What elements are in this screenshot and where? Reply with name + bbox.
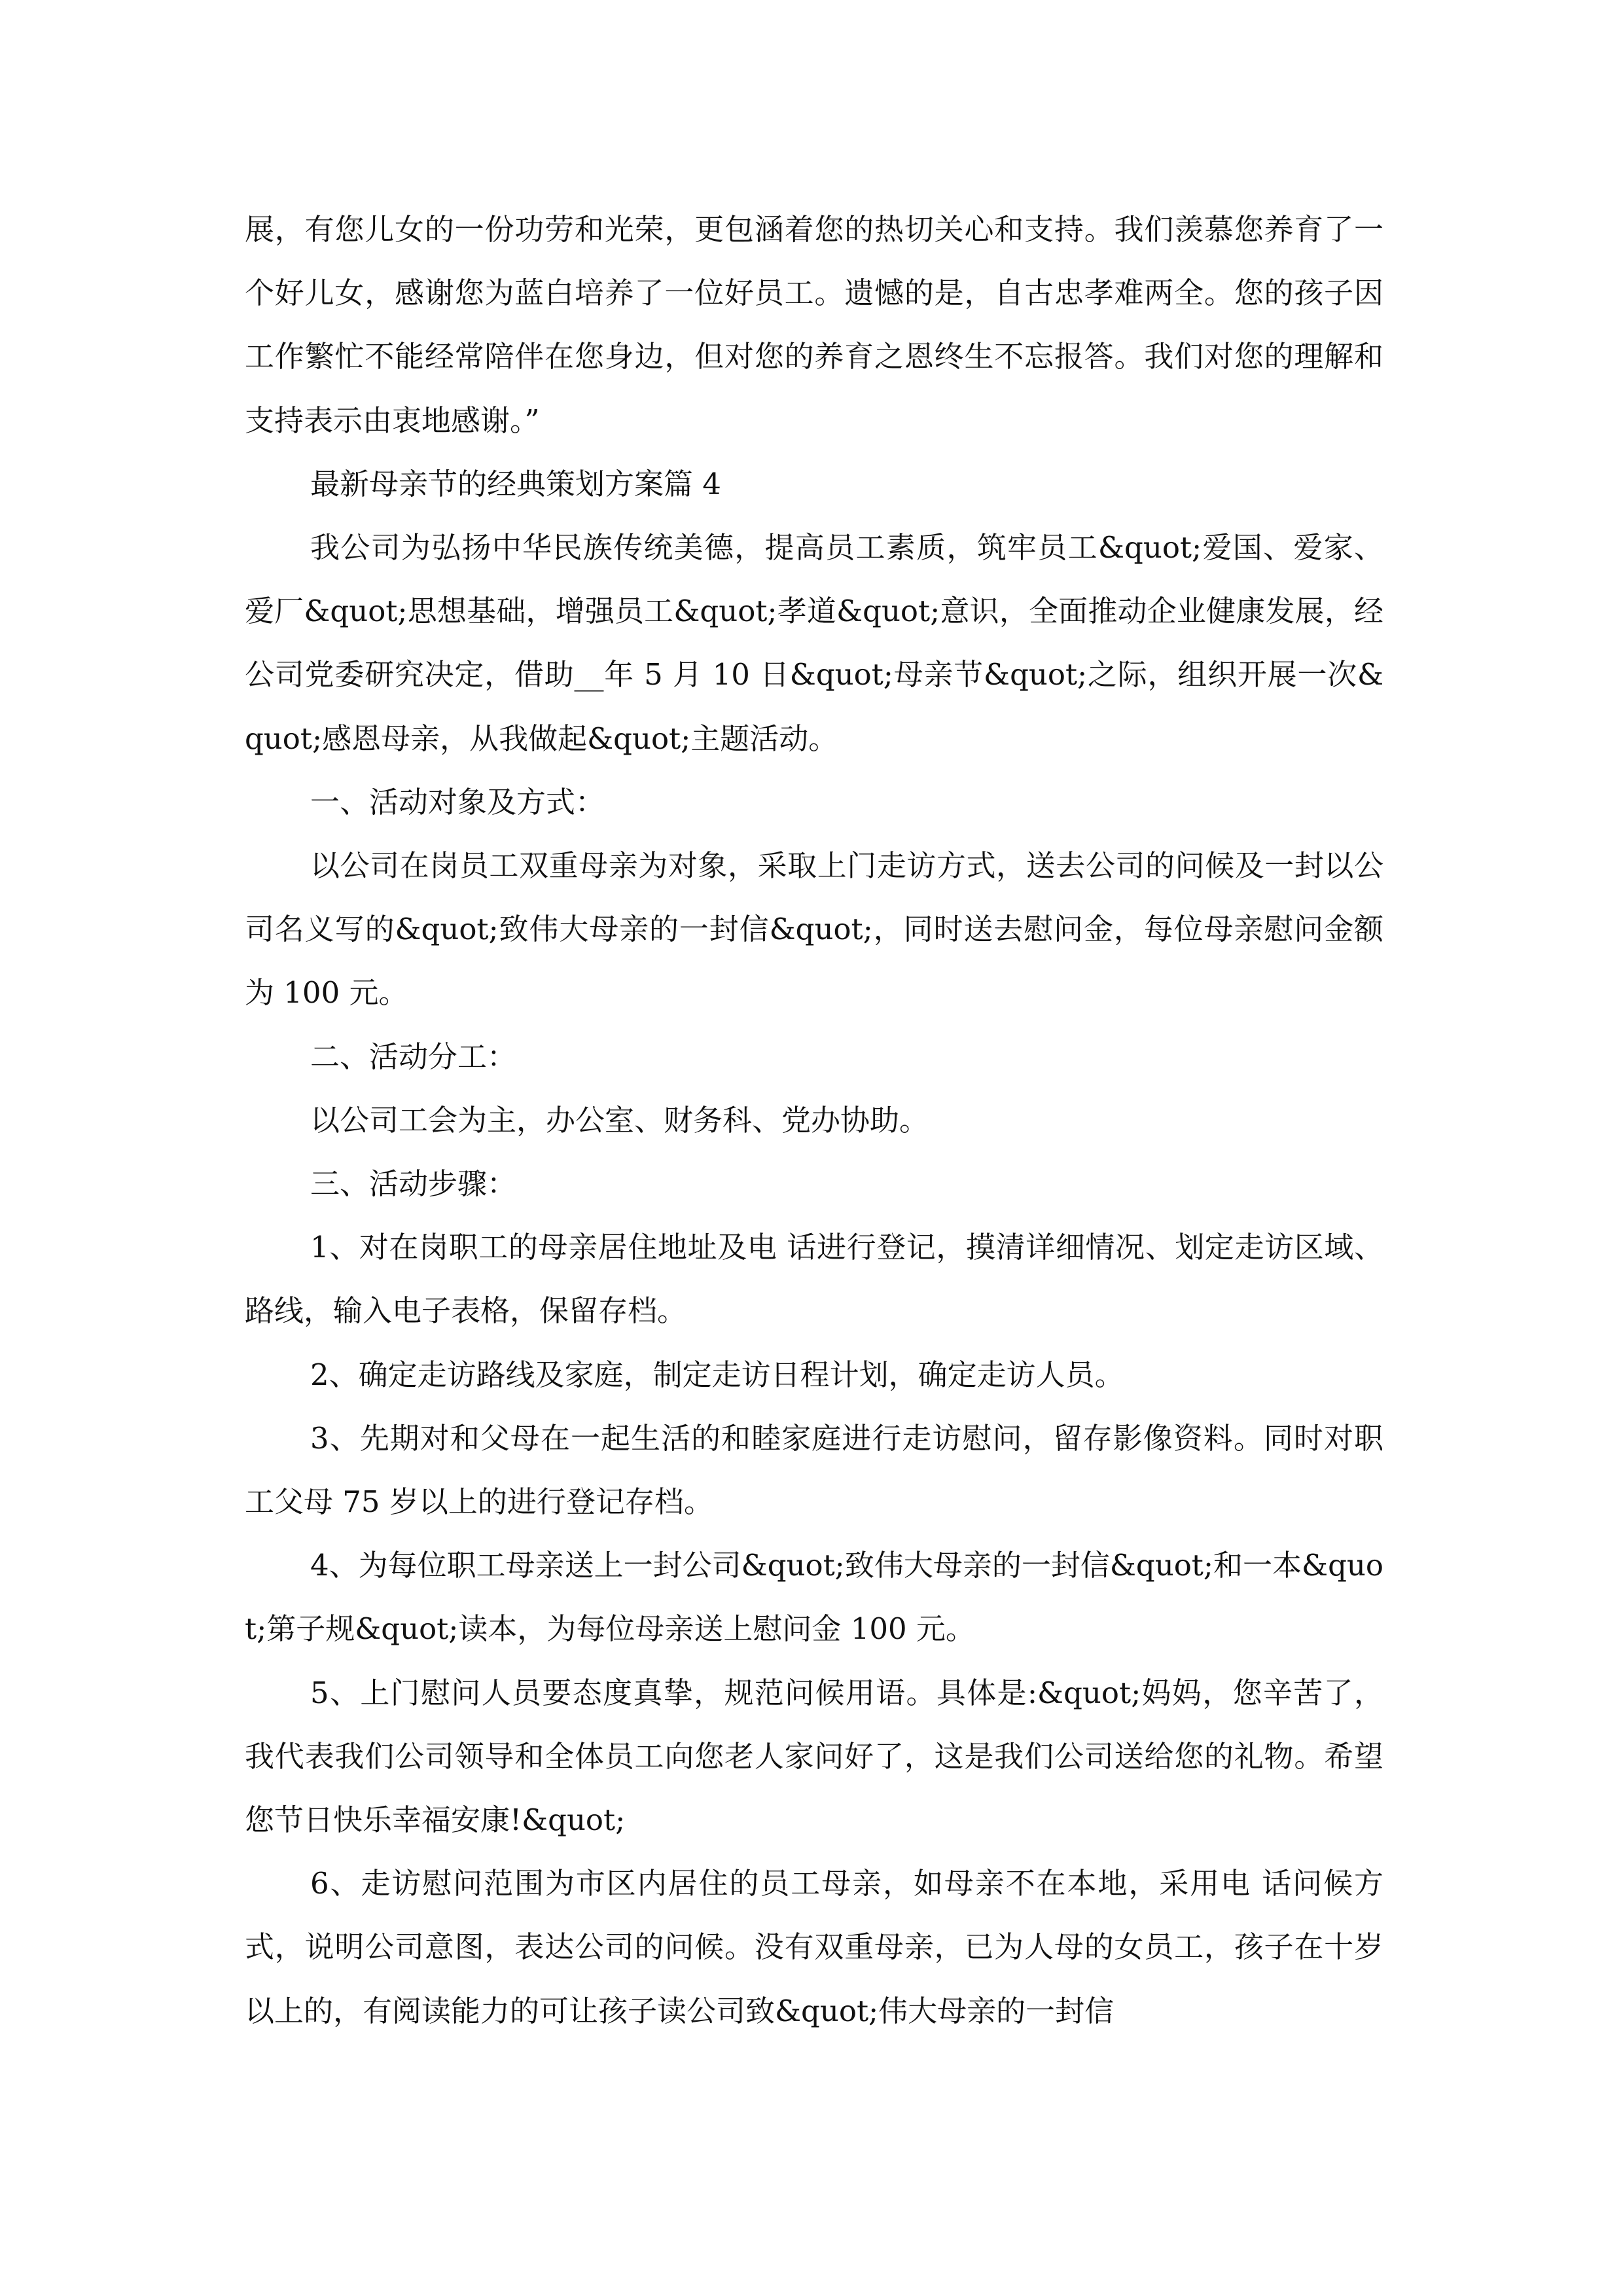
- heading-division-of-work: 二、活动分工：: [310, 1039, 517, 1074]
- step-1: 1、对在岗职工的母亲居住地址及电 话进行登记，摸清详细情况、划定走访区域、路线，输入电子表格，保留存档。: [245, 1230, 1383, 1329]
- document-body: [245, 198, 1383, 2043]
- step-5: 5、上门慰问人员要态度真挚，规范问候用语。具体是:&quot;妈妈，您辛苦了，我代表我们公司领导和全体员工向您老人家问好了，这是我们公司送给您的礼物。希望您节日快乐幸福安康!&quot;: [245, 1675, 1383, 1838]
- step-4: 4、为每位职工母亲送上一封公司&quot;致伟大母亲的一封信&quot;和一本&quot;第子规&quot;读本，为每位母亲送上慰问金 100 元。: [245, 1548, 1383, 1647]
- paragraph-continuation: 展，有您儿女的一份功劳和光荣，更包涵着您的热切关心和支持。我们羡慕您养育了一个好儿女，感谢您为蓝白培养了一位好员工。遗憾的是，自古忠孝难两全。您的孩子因工作繁忙不能经常陪伴在您身边，但对您的养育之恩终生不忘报答。我们对您的理解和支持表示由衷地感谢。”: [245, 212, 1383, 438]
- step-3: 3、先期对和父母在一起生活的和睦家庭进行走访慰问，留存影像资料。同时对职工父母 75 岁以上的进行登记存档。: [245, 1420, 1383, 1520]
- paragraph-division-of-work: 以公司工会为主，办公室、财务科、党办协助。: [310, 1102, 929, 1138]
- section-title: 最新母亲节的经典策划方案篇 4: [310, 466, 721, 501]
- step-6: 6、走访慰问范围为市区内居住的员工母亲，如母亲不在本地，采用电 话问候方式，说明公司意图，表达公司的问候。没有双重母亲，已为人母的女员工，孩子在十岁以上的，有阅读能力的可让孩子读公司致&quot;伟大母亲的一封信: [245, 1866, 1383, 2028]
- heading-activity-steps: 三、活动步骤：: [310, 1166, 517, 1202]
- heading-activity-target: 一、活动对象及方式：: [310, 784, 605, 819]
- paragraph-intro: 我公司为弘扬中华民族传统美德，提高员工素质，筑牢员工&quot;爱国、爱家、爱厂&quot;思想基础，增强员工&quot;孝道&quot;意识，全面推动企业健康发展，经公司党委研究决定，借助__年 5 月 10 日&quot;母亲节&quot;之际，组织开展一次&quot;感恩母亲，从我做起&quot;主题活动。: [245, 530, 1383, 756]
- paragraph-activity-target: 以公司在岗员工双重母亲为对象，采取上门走访方式，送去公司的问候及一封以公司名义写的&quot;致伟大母亲的一封信&quot;，同时送去慰问金，每位母亲慰问金额为 100 元。: [245, 848, 1383, 1011]
- step-2: 2、确定走访路线及家庭，制定走访日程计划，确定走访人员。: [310, 1357, 1124, 1392]
